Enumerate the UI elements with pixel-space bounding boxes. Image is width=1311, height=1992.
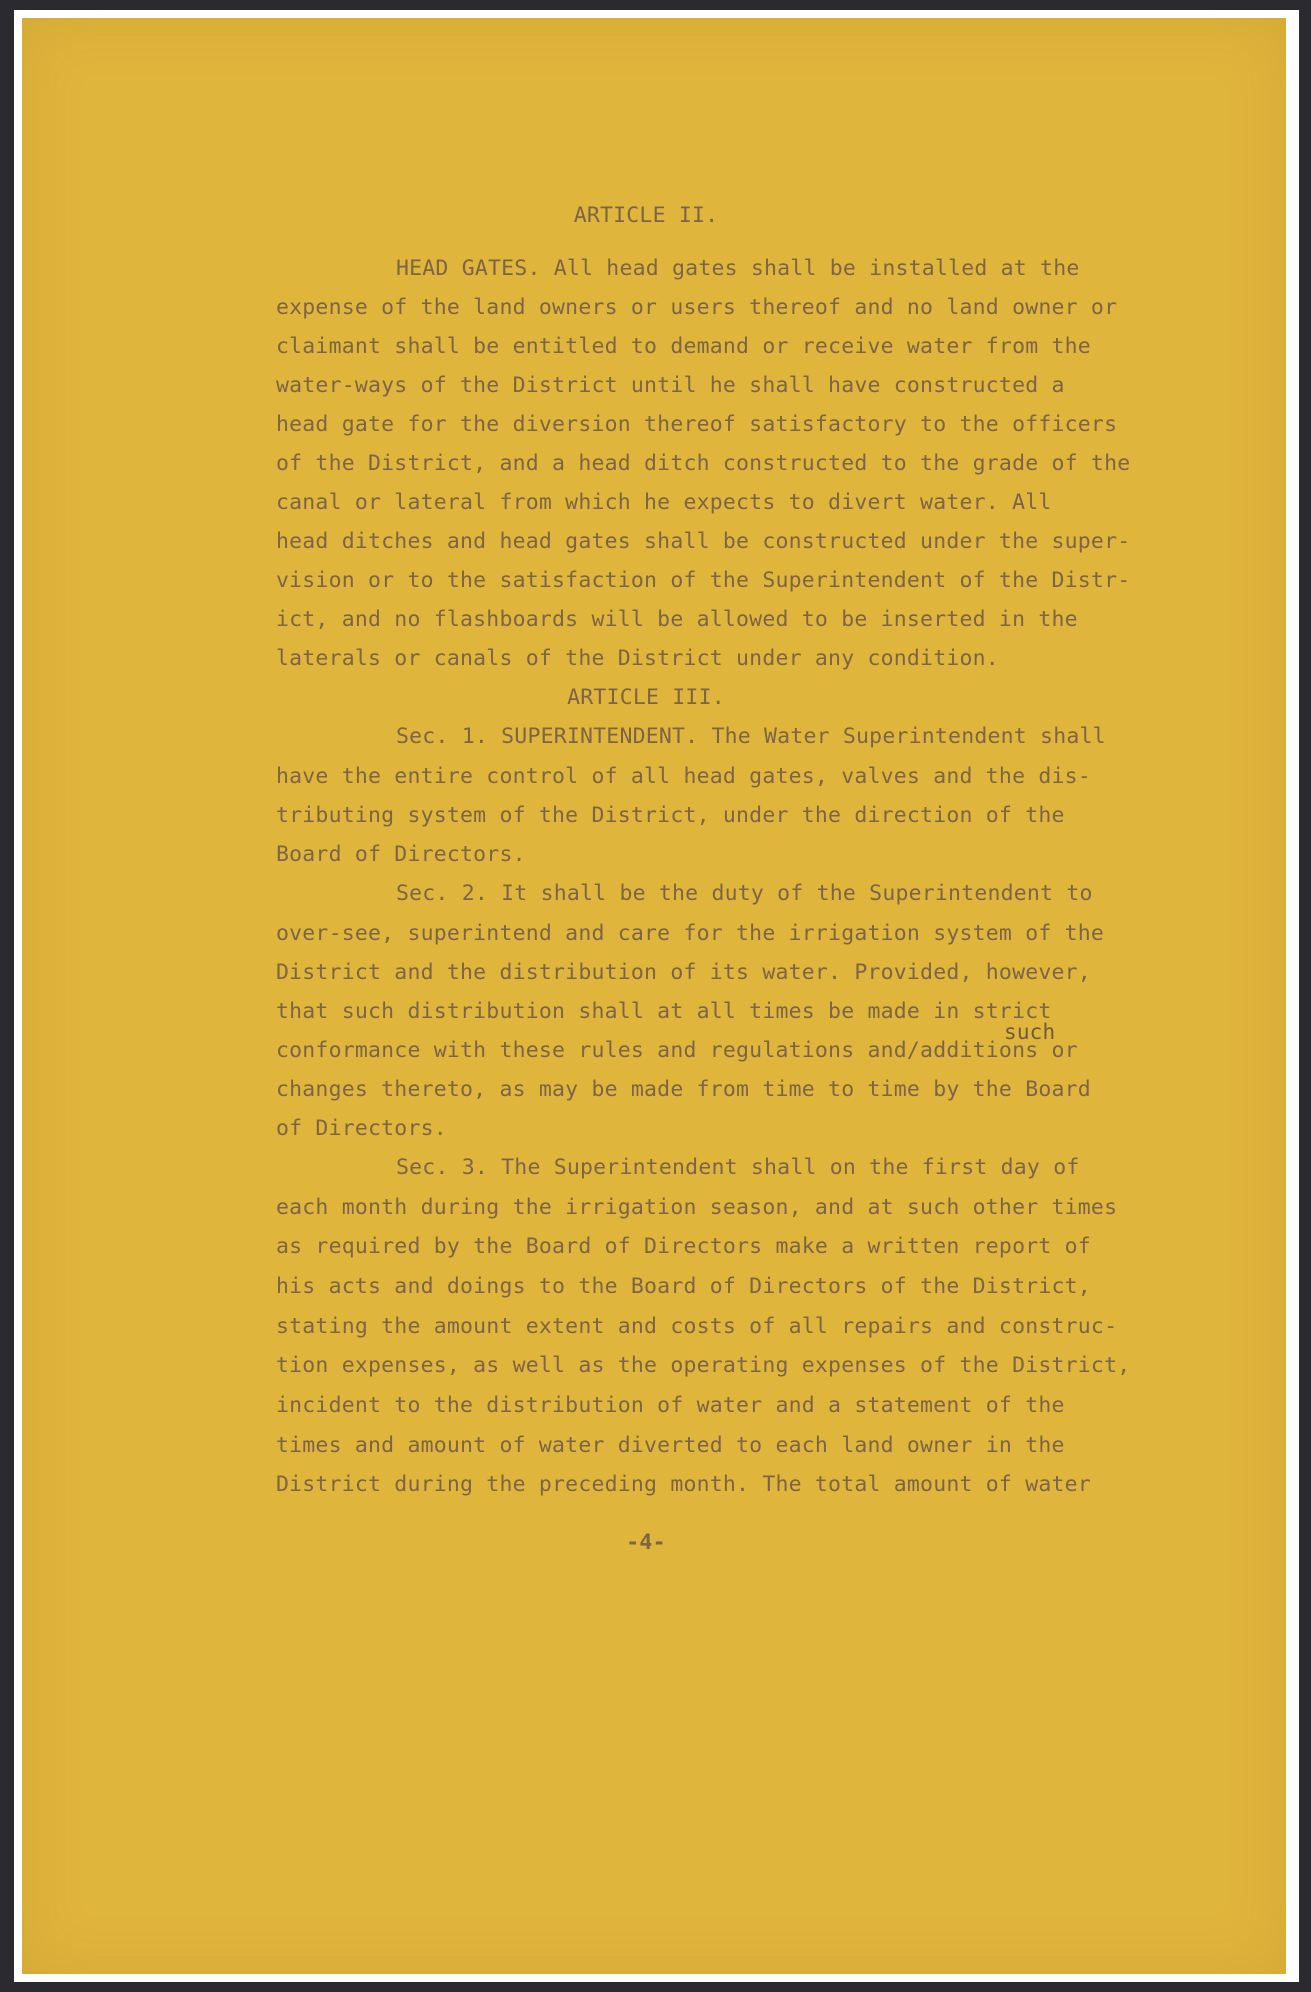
section-3-line: Sec. 3. The Superintendent shall on the first day of: [396, 1155, 1080, 1180]
article-2-line: of the District, and a head ditch constructed to the grade of the: [276, 451, 1131, 476]
section-3-line: District during the preceding month. The total amount of water: [276, 1472, 1091, 1497]
section-3-line: stating the amount extent and costs of all repairs and construc-: [276, 1314, 1118, 1339]
article-2-line: laterals or canals of the District under any condition.: [276, 646, 999, 671]
section-2-line: conformance with these rules and regulations and/additions or: [276, 1038, 1078, 1063]
article-2-line: HEAD GATES. All head gates shall be installed at the: [396, 256, 1080, 281]
article-3-heading: ARTICLE III.: [567, 685, 725, 710]
article-2-line: water-ways of the District until he shall have constructed a: [276, 373, 1065, 398]
article-2-line: head ditches and head gates shall be constructed under the super-: [276, 529, 1131, 554]
article-2-line: claimant shall be entitled to demand or receive water from the: [276, 334, 1091, 359]
article-2-line: canal or lateral from which he expects to divert water. All: [276, 490, 1052, 515]
section-3-line: tion expenses, as well as the operating expenses of the District,: [276, 1353, 1131, 1378]
section-1-line: tributing system of the District, under the direction of the: [276, 803, 1065, 828]
section-2-line: of Directors.: [276, 1116, 447, 1141]
section-2-line: District and the distribution of its water. Provided, however,: [276, 960, 1091, 985]
article-2-line: ict, and no flashboards will be allowed to be inserted in the: [276, 607, 1078, 632]
section-3-line: his acts and doings to the Board of Directors of the District,: [276, 1274, 1091, 1299]
section-1-line: have the entire control of all head gates, valves and the dis-: [276, 764, 1091, 789]
section-3-line: incident to the distribution of water and a statement of the: [276, 1393, 1065, 1418]
document-page: [22, 18, 1286, 1974]
article-2-line: head gate for the diversion thereof satisfactory to the officers: [276, 412, 1118, 437]
section-2-line: Sec. 2. It shall be the duty of the Superintendent to: [396, 881, 1093, 906]
page-number: -4-: [626, 1530, 666, 1555]
section-2-line: that such distribution shall at all times be made in strict: [276, 999, 1052, 1024]
section-2-line: over-see, superintend and care for the irrigation system of the: [276, 921, 1105, 946]
section-1-line: Sec. 1. SUPERINTENDENT. The Water Superintendent shall: [396, 724, 1106, 749]
typed-insertion-such: such: [1004, 1020, 1056, 1044]
section-3-line: each month during the irrigation season, and at such other times: [276, 1195, 1118, 1220]
article-2-heading: ARTICLE II.: [573, 203, 719, 228]
article-2-line: vision or to the satisfaction of the Superintendent of the Distr-: [276, 568, 1131, 593]
section-3-line: times and amount of water diverted to each land owner in the: [276, 1433, 1065, 1458]
section-2-line: changes thereto, as may be made from time to time by the Board: [276, 1077, 1091, 1102]
section-3-line: as required by the Board of Directors make a written report of: [276, 1234, 1091, 1259]
section-1-line: Board of Directors.: [276, 842, 526, 867]
article-2-line: expense of the land owners or users thereof and no land owner or: [276, 295, 1118, 320]
